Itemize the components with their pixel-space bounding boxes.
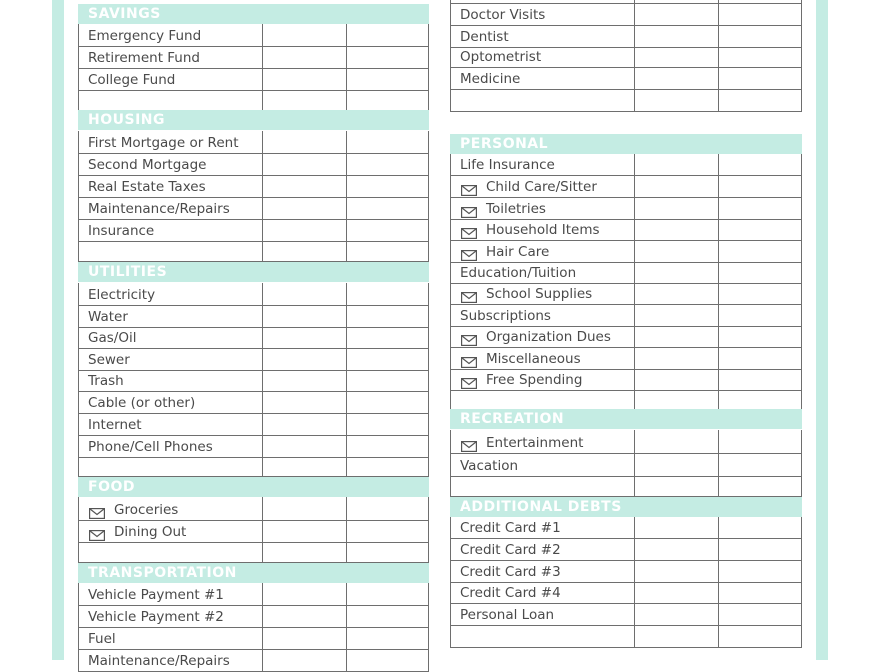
table-row	[78, 435, 429, 458]
table-row	[450, 560, 802, 583]
planned-column-divider	[634, 369, 635, 390]
spent-column-divider	[346, 131, 347, 153]
spent-column-divider	[718, 476, 719, 496]
planned-column-divider	[262, 219, 263, 241]
spent-column-divider	[718, 430, 719, 453]
row-label: Groceries	[114, 502, 179, 518]
spent-column-divider	[718, 453, 719, 476]
table-row	[78, 542, 429, 563]
section-header	[450, 497, 802, 517]
spent-column-divider	[346, 348, 347, 370]
planned-column-divider	[262, 435, 263, 457]
section-title: ADDITIONAL DEBTS	[460, 499, 622, 515]
table-row	[450, 67, 802, 90]
envelope-icon	[461, 203, 477, 214]
planned-column-divider	[634, 625, 635, 647]
table-row	[78, 457, 429, 477]
table-row	[450, 175, 802, 198]
planned-column-divider	[262, 241, 263, 261]
row-label: Vehicle Payment #2	[88, 609, 224, 625]
table-row	[78, 605, 429, 628]
envelope-icon	[461, 181, 477, 192]
planned-column-divider	[634, 347, 635, 369]
table-row	[78, 46, 429, 69]
row-label: Cable (or other)	[88, 395, 196, 411]
row-label: Organization Dues	[486, 329, 611, 345]
planned-column-divider	[634, 67, 635, 89]
spent-column-divider	[346, 46, 347, 68]
spent-column-divider	[718, 390, 719, 409]
spent-column-divider	[346, 241, 347, 261]
table-row	[450, 47, 802, 68]
table-row	[450, 326, 802, 348]
spent-column-divider	[718, 3, 719, 25]
planned-column-divider	[634, 538, 635, 560]
envelope-icon	[461, 437, 477, 448]
table-row	[450, 89, 802, 112]
spent-column-divider	[718, 582, 719, 603]
row-label: Maintenance/Repairs	[88, 201, 230, 217]
row-label: Toiletries	[486, 201, 546, 217]
table-row	[78, 391, 429, 414]
table-row	[450, 3, 802, 26]
planned-column-divider	[634, 453, 635, 476]
row-label: Maintenance/Repairs	[88, 653, 230, 669]
planned-column-divider	[262, 520, 263, 542]
spent-column-divider	[346, 175, 347, 197]
planned-column-divider	[262, 131, 263, 153]
spent-column-divider	[718, 154, 719, 175]
table-row	[78, 497, 429, 521]
row-label: Electricity	[88, 287, 156, 303]
spent-column-divider	[718, 89, 719, 111]
planned-column-divider	[262, 391, 263, 413]
row-label: Vacation	[460, 458, 519, 474]
spent-column-divider	[346, 457, 347, 476]
row-label: Fuel	[88, 631, 116, 647]
spent-column-divider	[718, 219, 719, 240]
row-label: Entertainment	[486, 435, 584, 451]
table-row	[78, 348, 429, 371]
spent-column-divider	[346, 583, 347, 605]
spent-column-divider	[718, 47, 719, 67]
table-row	[78, 327, 429, 349]
spent-column-divider	[346, 90, 347, 110]
row-label: Credit Card #4	[460, 585, 561, 601]
section-header	[450, 134, 802, 154]
section-title: RECREATION	[460, 411, 565, 427]
row-label: Child Care/Sitter	[486, 179, 597, 195]
spent-column-divider	[346, 370, 347, 391]
section-title: UTILITIES	[88, 264, 168, 280]
row-label: Medicine	[460, 71, 521, 87]
planned-column-divider	[634, 390, 635, 409]
envelope-icon	[461, 224, 477, 235]
table-row	[78, 649, 429, 672]
spent-column-divider	[718, 538, 719, 560]
spent-column-divider	[346, 627, 347, 649]
table-row	[78, 197, 429, 220]
row-label: Doctor Visits	[460, 7, 546, 23]
planned-column-divider	[262, 197, 263, 219]
spent-column-divider	[346, 219, 347, 241]
envelope-icon	[461, 288, 477, 299]
planned-column-divider	[634, 154, 635, 175]
section-title: FOOD	[88, 479, 135, 495]
planned-column-divider	[262, 413, 263, 435]
spent-column-divider	[718, 517, 719, 538]
section-header	[78, 563, 429, 583]
table-row	[450, 517, 802, 539]
row-label: Hair Care	[486, 244, 550, 260]
spent-column-divider	[346, 649, 347, 671]
table-row	[450, 262, 802, 284]
row-label: Dining Out	[114, 524, 187, 540]
spent-column-divider	[718, 240, 719, 262]
row-label: Personal Loan	[460, 607, 555, 623]
spent-column-divider	[718, 197, 719, 219]
envelope-icon	[461, 331, 477, 342]
table-row	[78, 131, 429, 154]
row-label: Emergency Fund	[88, 28, 202, 44]
planned-column-divider	[634, 175, 635, 197]
table-row	[78, 305, 429, 328]
table-row	[450, 582, 802, 604]
table-row	[450, 625, 802, 648]
planned-column-divider	[262, 46, 263, 68]
spent-column-divider	[346, 520, 347, 542]
table-row	[450, 430, 802, 454]
planned-column-divider	[262, 348, 263, 370]
planned-column-divider	[634, 582, 635, 603]
planned-column-divider	[262, 24, 263, 46]
row-label: Education/Tuition	[460, 265, 577, 281]
table-row	[450, 390, 802, 410]
table-row	[450, 453, 802, 477]
section-header	[78, 477, 429, 497]
envelope-icon	[461, 353, 477, 364]
planned-column-divider	[634, 262, 635, 283]
row-label: Optometrist	[460, 49, 542, 65]
table-row	[78, 175, 429, 198]
spent-column-divider	[346, 305, 347, 327]
planned-column-divider	[262, 90, 263, 110]
row-label: Gas/Oil	[88, 330, 137, 346]
row-label: Household Items	[486, 222, 600, 238]
row-label: Dentist	[460, 29, 509, 45]
planned-column-divider	[634, 240, 635, 262]
row-label: Internet	[88, 417, 142, 433]
spent-column-divider	[346, 542, 347, 562]
spent-column-divider	[718, 347, 719, 369]
planned-column-divider	[262, 497, 263, 520]
planned-column-divider	[634, 304, 635, 326]
table-row	[78, 627, 429, 650]
planned-column-divider	[634, 89, 635, 111]
row-label: Second Mortgage	[88, 157, 207, 173]
spent-column-divider	[346, 24, 347, 46]
planned-column-divider	[634, 603, 635, 625]
table-row	[450, 219, 802, 241]
row-label: Trash	[88, 373, 124, 389]
row-label: Credit Card #3	[460, 564, 561, 580]
table-row	[78, 153, 429, 176]
spent-column-divider	[718, 67, 719, 89]
section-title: SAVINGS	[88, 6, 161, 22]
section-title: TRANSPORTATION	[88, 565, 237, 581]
table-row	[78, 219, 429, 242]
planned-column-divider	[262, 68, 263, 90]
spent-column-divider	[346, 605, 347, 627]
planned-column-divider	[262, 605, 263, 627]
row-label: First Mortgage or Rent	[88, 135, 239, 151]
section-header	[450, 409, 802, 429]
table-row	[78, 24, 429, 47]
row-label: Water	[88, 309, 128, 325]
planned-column-divider	[634, 25, 635, 47]
row-label: Real Estate Taxes	[88, 179, 206, 195]
table-row	[450, 476, 802, 497]
spent-column-divider	[718, 603, 719, 625]
spent-column-divider	[346, 153, 347, 175]
row-label: Credit Card #2	[460, 542, 561, 558]
planned-column-divider	[262, 649, 263, 671]
spent-column-divider	[718, 262, 719, 283]
planned-column-divider	[262, 542, 263, 562]
planned-column-divider	[262, 370, 263, 391]
table-row	[78, 583, 429, 606]
planned-column-divider	[262, 457, 263, 476]
row-label: College Fund	[88, 72, 176, 88]
row-label	[460, 0, 575, 1]
spent-column-divider	[718, 304, 719, 326]
spent-column-divider	[718, 560, 719, 582]
row-label: Retirement Fund	[88, 50, 200, 66]
spent-column-divider	[718, 283, 719, 304]
table-row	[78, 370, 429, 392]
row-label: Phone/Cell Phones	[88, 439, 213, 455]
table-row	[78, 520, 429, 543]
envelope-icon	[461, 246, 477, 257]
planned-column-divider	[634, 283, 635, 304]
spent-column-divider	[346, 497, 347, 520]
spent-column-divider	[718, 175, 719, 197]
spent-column-divider	[346, 413, 347, 435]
row-label: Life Insurance	[460, 157, 555, 173]
planned-column-divider	[634, 476, 635, 496]
planned-column-divider	[634, 517, 635, 538]
table-row	[78, 283, 429, 306]
envelope-icon	[461, 374, 477, 385]
planned-column-divider	[634, 326, 635, 347]
row-label: Free Spending	[486, 372, 583, 388]
planned-column-divider	[262, 283, 263, 305]
planned-column-divider	[262, 305, 263, 327]
section-title: PERSONAL	[460, 136, 549, 152]
table-row	[450, 25, 802, 48]
envelope-icon	[89, 504, 105, 515]
table-row	[78, 241, 429, 262]
row-label: Vehicle Payment #1	[88, 587, 224, 603]
planned-column-divider	[634, 560, 635, 582]
table-row	[78, 413, 429, 436]
planned-column-divider	[634, 3, 635, 25]
planned-column-divider	[634, 47, 635, 67]
planned-column-divider	[262, 153, 263, 175]
row-label: Miscellaneous	[486, 351, 581, 367]
spent-column-divider	[346, 327, 347, 348]
spent-column-divider	[346, 391, 347, 413]
table-row	[450, 603, 802, 626]
table-row	[450, 347, 802, 370]
table-row	[450, 154, 802, 176]
planned-column-divider	[262, 175, 263, 197]
planned-column-divider	[634, 430, 635, 453]
spent-column-divider	[718, 25, 719, 47]
row-label: Credit Card #1	[460, 520, 561, 536]
row-label: Insurance	[88, 223, 155, 239]
section-header	[78, 262, 429, 282]
section-header	[78, 110, 429, 130]
spent-column-divider	[718, 326, 719, 347]
table-row	[450, 538, 802, 561]
spent-column-divider	[718, 625, 719, 647]
spent-column-divider	[346, 68, 347, 90]
spent-column-divider	[718, 369, 719, 390]
table-row	[78, 90, 429, 111]
row-label: Sewer	[88, 352, 130, 368]
table-row	[450, 197, 802, 220]
spent-column-divider	[346, 435, 347, 457]
section-header	[78, 4, 429, 24]
row-label: School Supplies	[486, 286, 593, 302]
table-row	[450, 240, 802, 263]
planned-column-divider	[634, 197, 635, 219]
planned-column-divider	[262, 327, 263, 348]
planned-column-divider	[262, 627, 263, 649]
planned-column-divider	[634, 219, 635, 240]
row-label: Subscriptions	[460, 308, 551, 324]
spent-column-divider	[346, 197, 347, 219]
spent-column-divider	[346, 283, 347, 305]
table-row	[450, 283, 802, 305]
table-row	[450, 369, 802, 391]
table-row	[78, 68, 429, 91]
table-row	[450, 304, 802, 327]
section-title: HOUSING	[88, 112, 165, 128]
planned-column-divider	[262, 583, 263, 605]
envelope-icon	[89, 526, 105, 537]
